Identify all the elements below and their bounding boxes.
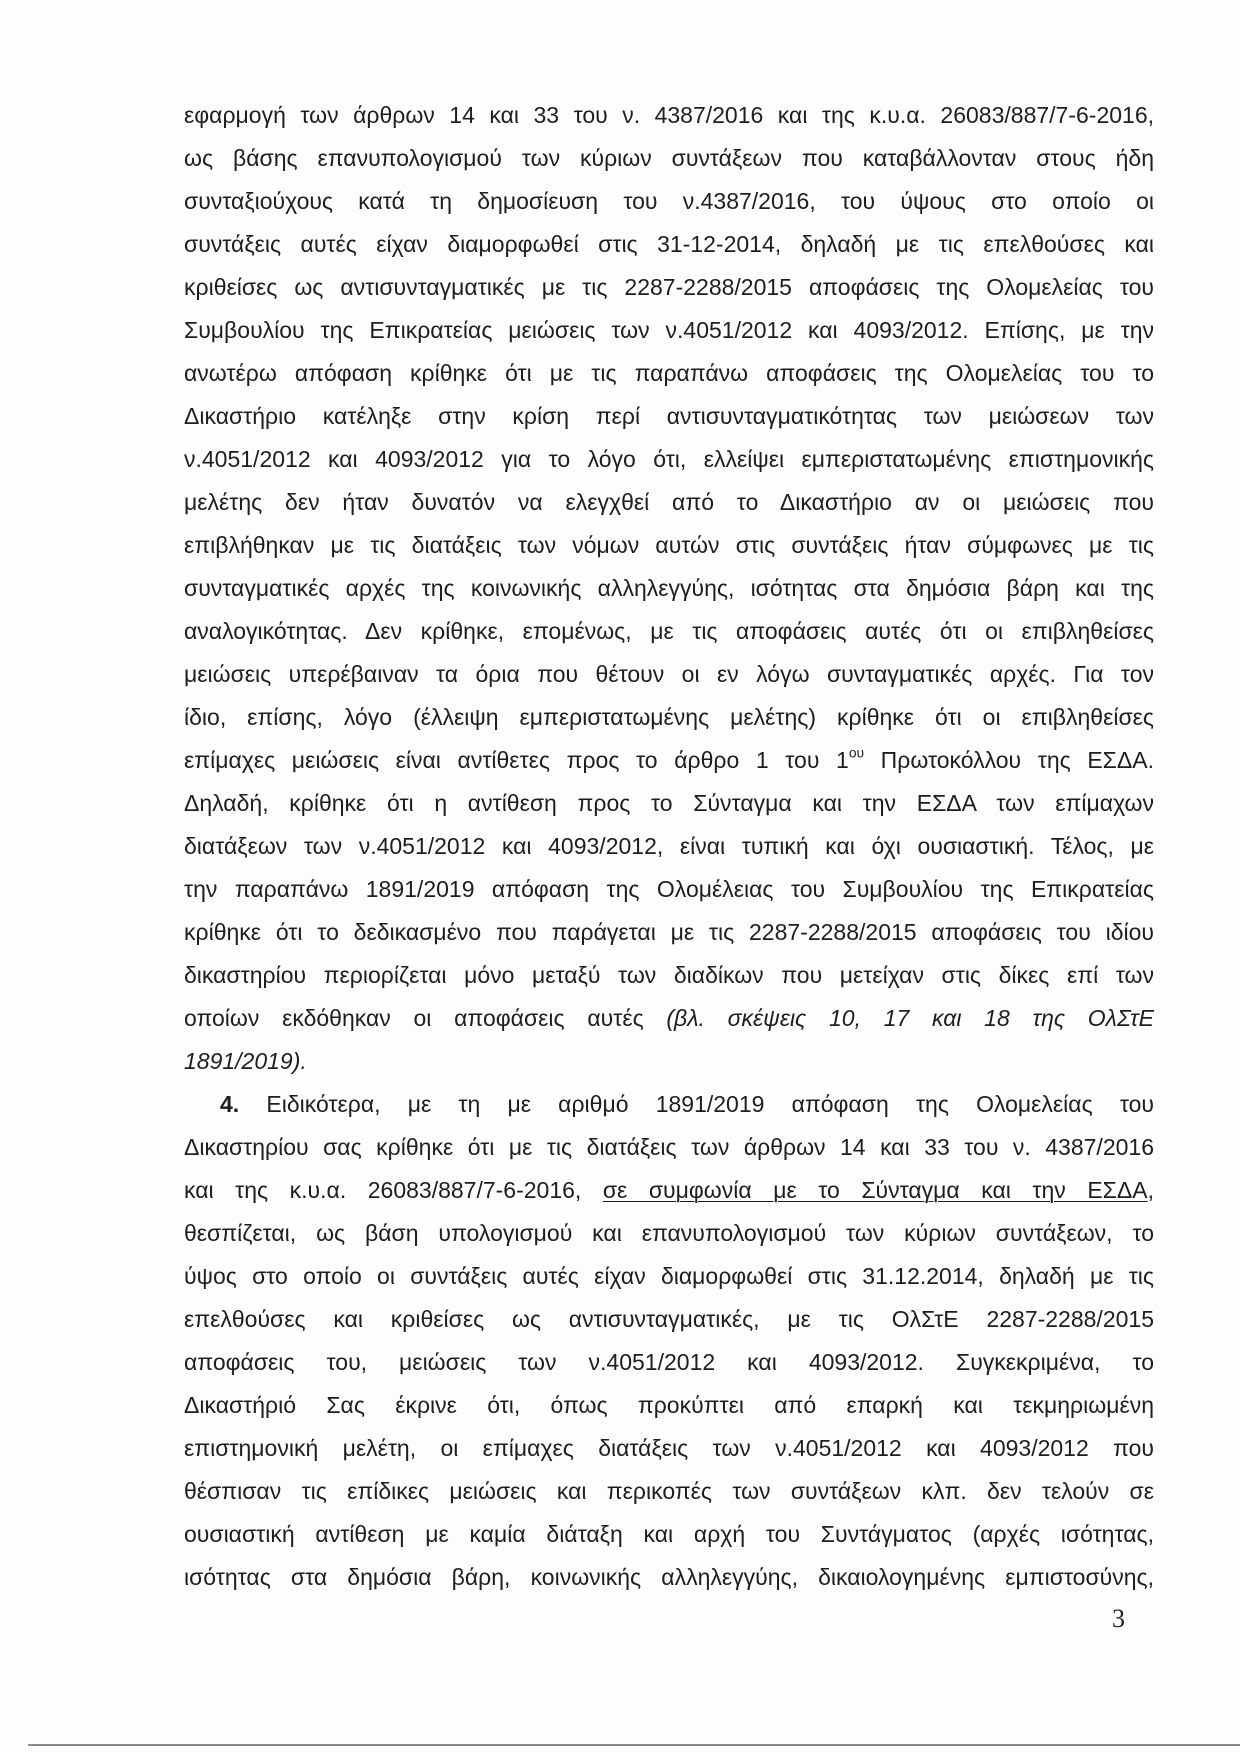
text-run: δικαστηρίου περιορίζεται μόνο μεταξύ των διαδίκων που μετείχαν στις δίκες επί των	[184, 962, 1154, 988]
text-line	[184, 1040, 1154, 1083]
text-line	[184, 352, 1154, 395]
text-run: συντάξεις αυτές είχαν διαμορφωθεί στις 31-12-2014, δηλαδή με τις επελθούσες και	[184, 231, 1154, 257]
underlined-text: σε συμφωνία με το Σύνταγμα και την ΕΣΔΑ	[602, 1177, 1148, 1203]
text-line	[184, 997, 1154, 1040]
document-body	[184, 94, 1154, 1599]
text-run: επιστημονική μελέτη, οι επίμαχες διατάξεις των ν.4051/2012 και 4093/2012 που	[184, 1435, 1154, 1461]
text-run: και της κ.υ.α. 26083/887/7-6-2016,	[184, 1177, 603, 1203]
text-line	[184, 223, 1154, 266]
text-line	[184, 1556, 1154, 1599]
text-run: Δικαστηρίου σας κρίθηκε ότι με τις διατάξεις των άρθρων 14 και 33 του ν. 4387/2016	[184, 1134, 1154, 1160]
text-line	[184, 610, 1154, 653]
text-line	[184, 782, 1154, 825]
text-run: ισότητας στα δημόσια βάρη, κοινωνικής αλληλεγγύης, δικαιολογημένης εμπιστοσύνης,	[184, 1564, 1154, 1590]
text-line	[184, 739, 1154, 782]
text-run: μελέτης δεν ήταν δυνατόν να ελεγχθεί από το Δικαστήριο αν οι μειώσεις που	[184, 489, 1154, 515]
text-run: Δικαστήριό Σας έκρινε ότι, όπως προκύπτει από επαρκή και τεκμηριωμένη	[184, 1392, 1154, 1418]
text-line	[184, 868, 1154, 911]
text-run: θεσπίζεται, ως βάση υπολογισμού και επανυπολογισμού των κύριων συντάξεων, το	[184, 1220, 1154, 1246]
text-line	[184, 481, 1154, 524]
text-run: οποίων εκδόθηκαν οι αποφάσεις αυτές	[184, 1005, 667, 1031]
text-line	[184, 395, 1154, 438]
text-line	[184, 1427, 1154, 1470]
text-run: θέσπισαν τις επίδικες μειώσεις και περικοπές των συντάξεων κλπ. δεν τελούν σε	[184, 1478, 1154, 1504]
text-run: συνταγματικές αρχές της κοινωνικής αλληλεγγύης, ισότητας στα δημόσια βάρη και της	[184, 575, 1154, 601]
text-line	[184, 1255, 1154, 1298]
text-run: επελθούσες και κριθείσες ως αντισυνταγματικές, με τις ΟλΣτΕ 2287-2288/2015	[184, 1306, 1154, 1332]
text-line	[184, 825, 1154, 868]
text-run: ως βάσης επανυπολογισμού των κύριων συντάξεων που καταβάλλονταν στους ήδη	[184, 145, 1154, 171]
text-line	[184, 696, 1154, 739]
text-run: ν.4051/2012 και 4093/2012 για το λόγο ότι, ελλείψει εμπεριστατωμένης επιστημονικής	[184, 446, 1154, 472]
text-line	[184, 1169, 1154, 1212]
text-run: κρίθηκε ότι το δεδικασμένο που παράγεται με τις 2287-2288/2015 αποφάσεις του ιδίου	[184, 919, 1154, 945]
text-line	[184, 309, 1154, 352]
text-line	[184, 1384, 1154, 1427]
text-line	[184, 567, 1154, 610]
text-run: αναλογικότητας. Δεν κρίθηκε, επομένως, με τις αποφάσεις αυτές ότι οι επιβληθείσες	[184, 618, 1154, 644]
text-line	[184, 438, 1154, 481]
text-line	[184, 266, 1154, 309]
text-run: εφαρμογή των άρθρων 14 και 33 του ν. 4387/2016 και της κ.υ.α. 26083/887/7-6-2016,	[184, 102, 1154, 128]
text-line	[184, 94, 1154, 137]
text-run: Ειδικότερα, με τη με αριθμό 1891/2019 απόφαση της Ολομελείας του	[239, 1091, 1154, 1117]
text-run: κριθείσες ως αντισυνταγματικές με τις 2287-2288/2015 αποφάσεις της Ολομελείας του	[184, 274, 1154, 300]
text-line	[184, 1470, 1154, 1513]
text-line	[184, 180, 1154, 223]
text-line	[184, 1212, 1154, 1255]
footer-rule	[28, 1744, 1240, 1746]
text-line	[184, 524, 1154, 567]
page-number: 3	[1112, 1604, 1125, 1633]
text-run: Δικαστήριο κατέληξε στην κρίση περί αντισυνταγματικότητας των μειώσεων των	[184, 403, 1154, 429]
text-run: μειώσεις υπερέβαιναν τα όρια που θέτουν οι εν λόγω συνταγματικές αρχές. Για τον	[184, 661, 1154, 687]
text-line	[184, 653, 1154, 696]
text-run: αποφάσεις του, μειώσεις των ν.4051/2012 και 4093/2012. Συγκεκριμένα, το	[184, 1349, 1154, 1375]
text-run: ύψος στο οποίο οι συντάξεις αυτές είχαν διαμορφωθεί στις 31.12.2014, δηλαδή με τις	[184, 1263, 1154, 1289]
text-run: Δηλαδή, κρίθηκε ότι η αντίθεση προς το Σύνταγμα και την ΕΣΔΑ των επίμαχων	[184, 790, 1154, 816]
text-line	[184, 1298, 1154, 1341]
text-run: ίδιο, επίσης, λόγο (έλλειψη εμπεριστατωμένης μελέτης) κρίθηκε ότι οι επιβληθείσες	[184, 704, 1154, 730]
citation-text: (βλ. σκέψεις 10, 17 και 18 της ΟλΣτΕ	[666, 1005, 1154, 1031]
text-line	[184, 1083, 1154, 1126]
text-run: ,	[1147, 1177, 1154, 1203]
text-run: Πρωτοκόλλου της ΕΣΔΑ.	[864, 747, 1154, 773]
text-run: ανωτέρω απόφαση κρίθηκε ότι με τις παραπάνω αποφάσεις της Ολομελείας του το	[184, 360, 1154, 386]
superscript: ου	[848, 745, 865, 761]
text-line	[184, 137, 1154, 180]
citation-text: 1891/2019).	[184, 1048, 307, 1074]
text-line	[184, 911, 1154, 954]
text-line	[184, 1126, 1154, 1169]
text-run: Συμβουλίου της Επικρατείας μειώσεις των ν.4051/2012 και 4093/2012. Επίσης, με την	[184, 317, 1154, 343]
text-run: συνταξιούχους κατά τη δημοσίευση του ν.4387/2016, του ύψους στο οποίο οι	[184, 188, 1154, 214]
text-run: επιβλήθηκαν με τις διατάξεις των νόμων αυτών στις συντάξεις ήταν σύμφωνες με τις	[184, 532, 1154, 558]
text-line	[184, 954, 1154, 997]
text-run: διατάξεων των ν.4051/2012 και 4093/2012, είναι τυπική και όχι ουσιαστική. Τέλος, με	[184, 833, 1154, 859]
text-run: την παραπάνω 1891/2019 απόφαση της Ολομέλειας του Συμβουλίου της Επικρατείας	[184, 876, 1154, 902]
text-run: ουσιαστική αντίθεση με καμία διάταξη και αρχή του Συντάγματος (αρχές ισότητας,	[184, 1521, 1154, 1547]
text-line	[184, 1513, 1154, 1556]
text-run: επίμαχες μειώσεις είναι αντίθετες προς το άρθρο 1 του 1	[184, 747, 849, 773]
text-line	[184, 1341, 1154, 1384]
paragraph-number: 4.	[220, 1091, 240, 1117]
